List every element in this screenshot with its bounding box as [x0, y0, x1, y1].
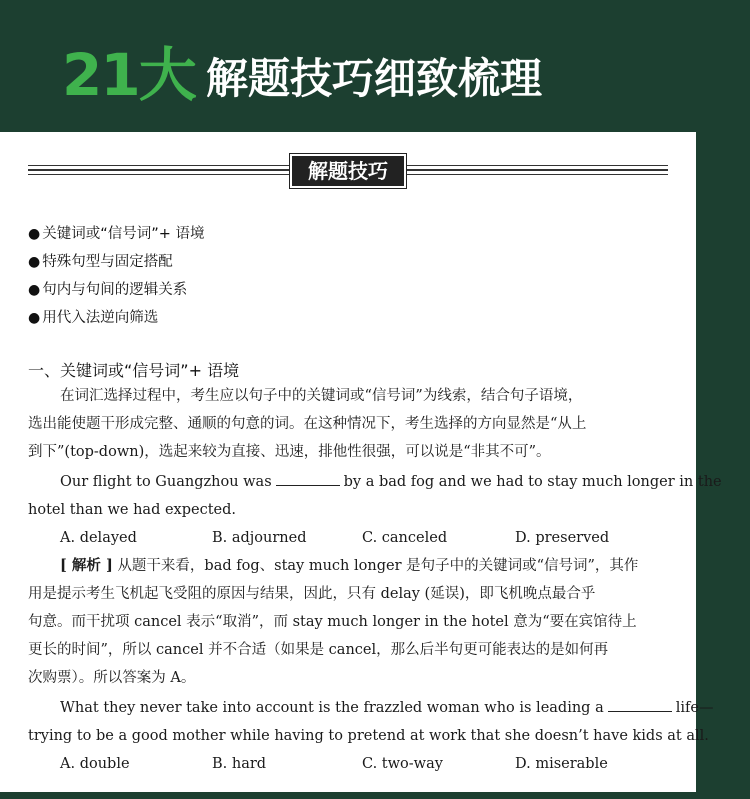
title-number: 21大 [62, 41, 195, 109]
question-1-line: hotel than we had expected. [28, 502, 236, 518]
answer-blank [608, 697, 672, 712]
bullet-icon: ● [28, 254, 41, 270]
list-item: ● 特殊句型与固定搭配 [28, 254, 173, 270]
intro-line: 在词汇选择过程中，考生应以句子中的关键词或“信号词”为线索，结合句子语境， [60, 388, 583, 404]
analysis-line: 更长的时间”，所以 cancel 并不合适（如果是 cancel，那么后半句更可能表达的是如何再 [28, 642, 609, 658]
section-heading: 一、关键词或“信号词”+ 语境 [28, 361, 240, 380]
analysis-line: 用是提示考生飞机起飞受阻的原因与结果，因此，只有 delay (延误)，即飞机晚点最合乎 [28, 586, 596, 602]
option-a: A. delayed [60, 530, 137, 546]
bullet-icon: ● [28, 282, 41, 298]
bullet-icon: ● [28, 226, 41, 242]
option-d: D. preserved [515, 530, 610, 546]
option-d: D. miserable [515, 756, 608, 772]
title-text: 解题技巧细致梳理 [206, 54, 543, 103]
option-c: C. canceled [362, 530, 448, 546]
list-item: ● 句内与句间的逻辑关系 [28, 282, 188, 298]
page-content [0, 132, 722, 792]
header-band [0, 0, 750, 132]
intro-line: 选出能使题干形成完整、通顺的句意的词。在这种情况下，考生选择的方向显然是“从上 [28, 416, 587, 432]
question-2-line: trying to be a good mother while having to pretend at work that she doesn’t have kids at all. [28, 728, 709, 744]
analysis-line: [ 解析 ] 从题干来看，bad fog、stay much longer 是句子中的关键词或“信号词”，其作 [60, 557, 639, 574]
list-item: ● 用代入法逆向筛选 [28, 310, 159, 326]
option-c: C. two-way [362, 756, 443, 772]
bullet-icon: ● [28, 310, 41, 326]
intro-line: 到下”(top-down)，选起来较为直接、迅速，排他性很强，可以说是“非其不可”。 [28, 444, 551, 460]
analysis-line: 句意。而干扰项 cancel 表示“取消”，而 stay much longer in the hotel 意为“要在宾馆待上 [28, 614, 637, 630]
option-b: B. adjourned [212, 530, 307, 546]
analysis-label: [ 解析 ] [60, 557, 113, 574]
option-a: A. double [60, 756, 130, 772]
tips-list [28, 220, 205, 332]
analysis-line: 次购票）。所以答案为 A。 [28, 670, 196, 686]
question-2-line: What they never take into account is the frazzled woman who is leading a life— [28, 694, 668, 722]
question-1-line: Our flight to Guangzhou was by a bad fog and we had to stay much longer in the [28, 468, 668, 496]
list-item: ● 关键词或“信号词”+ 语境 [28, 226, 205, 242]
section-banner: 解题技巧 [290, 154, 406, 188]
option-b: B. hard [212, 756, 267, 772]
answer-blank [276, 471, 340, 486]
